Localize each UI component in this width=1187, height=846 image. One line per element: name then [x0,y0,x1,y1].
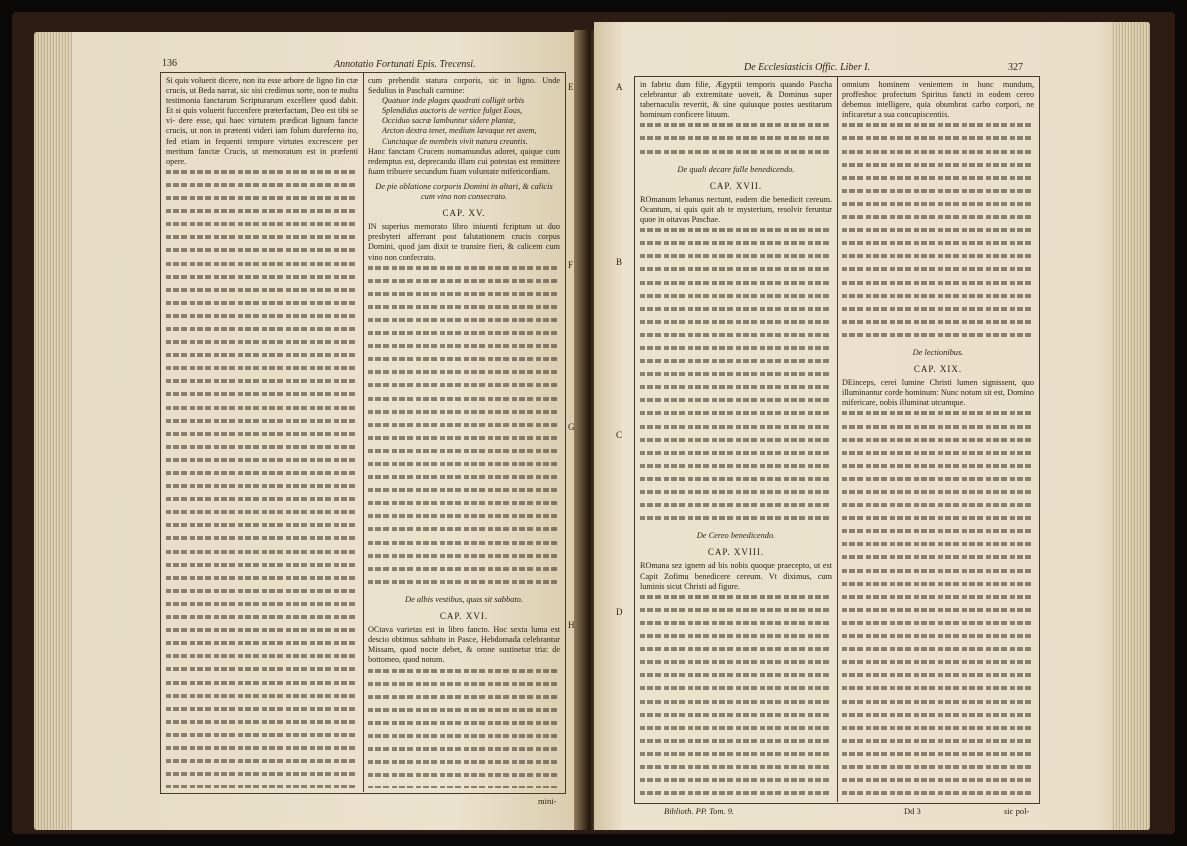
left-col2-body-lines-a [368,266,560,590]
right-col1-body-lines-b [640,228,832,526]
chapter-xviii-heading: CAP. XVIII. [707,547,765,558]
left-margin-letter-h: H [568,620,575,630]
right-column-1 [640,80,832,798]
right-col1-start: in fabriu dum filie, Ægyptii temporis quando Pascha celebrantur ab extremitate uoveit, & Dominus super tabernaculis revertit, & sine quiusque postes uestitarum hominum conficere lituum. [640,80,832,120]
left-column-rule [363,72,364,792]
chapter-xviii-subtitle: De Cereo benedicendo. [696,531,776,541]
verse-line-4: Arcton dextra tenet, medium lævaque ret axem, [382,126,537,136]
right-col2-body-lines-b [842,411,1034,798]
right-margin-letter-a: A [616,82,623,92]
right-column-rule [837,76,838,802]
right-margin-letter-b: B [616,257,623,267]
left-col1-body-lines [166,170,358,788]
right-col1-body-lines-a [640,123,832,159]
verse-line-1: Quatuor inde plagas quadrati colligit orbis [382,96,525,106]
left-margin-letter-e: E [568,82,574,92]
left-margin-letter-g: G [568,422,575,432]
left-margin-letter-f: F [568,260,574,270]
right-margin-letter-d: D [616,607,623,617]
verse-line-2: Splendidus auctoris de vertice fulget Eous, [382,106,523,116]
right-footer-edition: Biblioth. PP. Tom. 9. [664,806,735,816]
chapter-xviii-text: ROmana sez ignem ad bis nobis quoque praecepto, ut est Capit Zofimu benedicere cereum. Vt diximus, cum luminis sicut Christi ad figure. [640,561,832,591]
page-edges-left [34,32,72,830]
verse-line-3: Occiduo sacræ lambuntur sidere plantæ, [382,116,516,126]
page-edges-right [1112,22,1150,830]
chapter-xix-subtitle: De lectionibus. [912,347,964,357]
right-catchword: sic pol- [1004,806,1030,816]
left-column-2 [368,76,560,788]
chapter-xvii-heading: CAP. XVII. [709,180,763,191]
right-col2-start: omnium hominem venientem in hunc mundum, proffeshoc profectum Spiritus fancti in eodem cereo debemus intelligere, quia obumbrat carbo corpori, ne inficaretur a sua concupiscentiis. [842,80,1034,120]
chapter-xvii-text: ROmanum lebanus nectunt, eodem die benedicit cereum. Ocantum, si quis quit ab te mysterium, resolvir feruntur quoe in oitavas Paschae. [640,194,832,225]
chapter-xv-subtitle: De pie oblatione corporis Domini in altari, & calicis cum vino non consecrato. [375,181,553,202]
left-column-1 [166,76,358,788]
verse-line-5: Cunctaque de membris vivit natura creantis. [382,136,528,146]
right-signature-mark: Dd 3 [904,806,921,816]
chapter-xvi-subtitle: De albis vestibus, quas sit sabbato. [405,594,523,604]
chapter-xv-heading: CAP. XV. [442,208,486,219]
left-col1-text: Si quis voluerit dicere, non ita esse arbore de ligno fin ctæ crucis, ut Beda narrat, sic sisi credimus sorte, non te multa testimonia fanctarum Scripturarum excellere quod dabit. Et si quis voluerit fuccenfere præterfactam, Deo est tibi se vi- dere esse, qui haec virtutem prædicat lignum fancte crucis, ut non in prætenti videri iam folum dureferno ito, fed etiam in fequenti tempore virtutes excrescere per meritum fanctæ Crucis, ut memoratum est in præfenti opere. [166,76,358,166]
left-col2-intro: cum prehendit statura corporis, sic in ligno. Unde Sedulius in Paschali carmine: [368,76,560,96]
chapter-xix-text: DEinceps, cerei lumine Christi lumen signissent, quo illuminantur corde hominum: Nunc notum sit est, Domino mifericare, nobis illuminat utcumque. [842,378,1034,408]
chapter-xvi-text: OCtava varietas est in libro fancto. Hoc sexta luma est descio obtimus sabbato in Pasce, Hebdomada celebrantur Missam, quod nocte debet, & omne sustinetur tria: de bottomeo, quod notum. [368,625,560,665]
right-col1-body-lines-c [640,595,832,798]
chapter-xv-text: IN superius memorato libro iniuenti fcriptum ut duo presbyteri afferrant post falutationem crucis corpus Domini, quod jam dixit te transire fieri, & calicem cum vino non confecrato. [368,222,560,262]
left-col2-after-verse: Hanc fanctam Crucem nomamundus adoret, quique cum redemptus est, deprecandu illam cui potestas est remittere fuam tribuere secundum fuam voluntate mifericordiam. [368,146,560,176]
left-running-head: Annotatio Fortunati Epis. Trecensi. [334,59,476,70]
right-page [594,22,1150,830]
chapter-xvii-subtitle: De quali decare falle benedicendo. [677,164,795,174]
chapter-xvi-heading: CAP. XVI. [439,611,489,622]
chapter-xix-heading: CAP. XIX. [913,364,963,375]
right-col2-body-lines-a [842,123,1034,343]
right-margin-letter-c: C [616,430,623,440]
right-running-head: De Ecclesiasticis Offic. Liber I. [744,62,871,73]
left-page [34,32,594,830]
left-folio: 136 [162,58,177,69]
right-column-2 [842,80,1034,798]
right-folio: 327 [1008,62,1023,73]
left-col2-body-lines-b [368,669,560,789]
left-catchword: mini- [538,796,557,806]
